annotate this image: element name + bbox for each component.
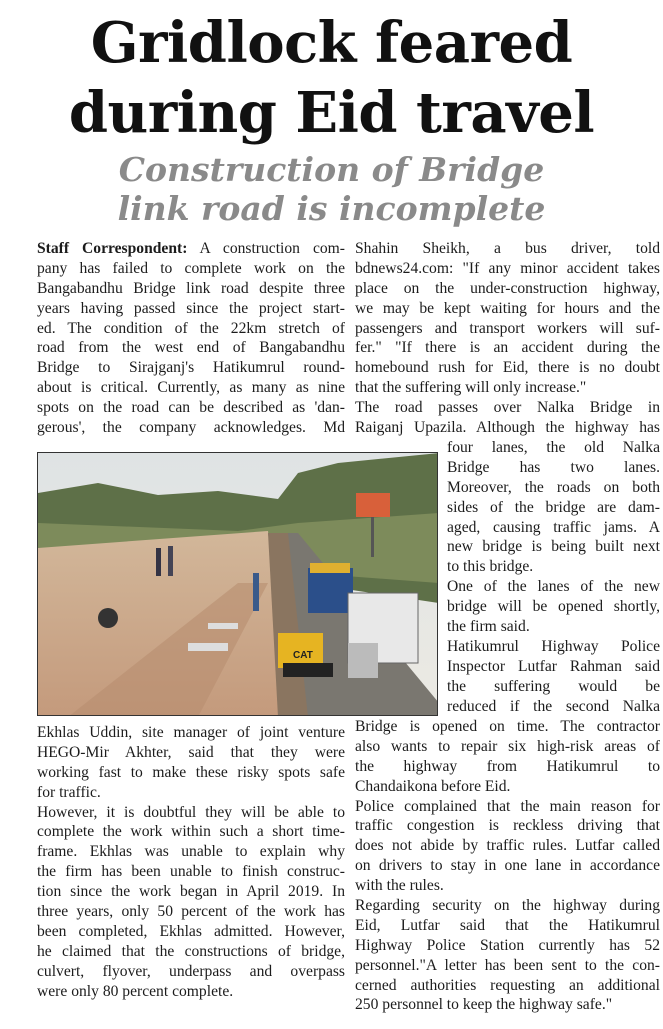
article-line: Bridge has two lanes.: [447, 458, 660, 476]
article-line: that the suffering will only increase.": [355, 379, 587, 397]
article-line: [37, 239, 345, 259]
article-line: working fast to make these risky spots safe: [37, 763, 345, 781]
billboard: [356, 493, 390, 517]
headline-line-2: during Eid travel: [68, 80, 595, 146]
headline-line-1: Gridlock feared: [90, 10, 573, 76]
article-line: culvert, flyover, underpass and overpass: [37, 962, 345, 980]
article-line: 250 personnel to keep the highway safe.": [355, 996, 613, 1014]
article-paragraph: [355, 896, 660, 1015]
photo-scene: [38, 453, 438, 716]
article-line: Bridge to Sirajganj's Hatikumrul round-: [37, 359, 345, 377]
article-line: the firm has been unable to finish construc-: [37, 863, 345, 881]
article-line: However, it is doubtful they will be able to: [37, 803, 345, 821]
article-line: sides of the bridge are dam-: [447, 498, 660, 516]
article-line: Police complained that the main reason for: [355, 797, 660, 815]
article-line: Shahin Sheikh, a bus driver, told: [355, 240, 660, 257]
article-paragraph: [355, 239, 660, 398]
article-line: fer." "If there is an accident during the: [355, 339, 660, 357]
article-line: the highway from Hatikumrul to: [355, 757, 660, 775]
article-line: spots on the road can be described as 'dan-: [37, 399, 345, 417]
article-line: bdnews24.com: "If any minor accident takes: [355, 259, 660, 277]
motorbike: [98, 608, 118, 628]
article-line: about is critical. Currently, as many as nine: [37, 379, 345, 397]
article-line: been completed, Ekhlas admitted. However,: [37, 922, 345, 940]
article-line: he claimed that the constructions of bridge,: [37, 942, 345, 960]
article-line: the firm said.: [447, 618, 530, 636]
article-line: Raiganj Upazila. Although the highway has: [355, 419, 660, 437]
article-line: One of the lanes of the new: [447, 578, 660, 596]
article-line: with the rules.: [355, 877, 444, 895]
worker: [253, 573, 259, 611]
byline: Staff Correspondent:: [37, 240, 188, 257]
article-paragraph: [355, 398, 660, 438]
article-line: Highway Police Station currently has 52: [355, 936, 660, 954]
article-line: four lanes, the old Nalka: [447, 439, 660, 456]
article-column-right-bottom: [355, 717, 660, 1015]
article-line: on drivers to stay in one lane in accordance: [355, 857, 660, 875]
article-text: A construction com-: [187, 240, 345, 257]
article-line: Regarding security on the highway during: [355, 897, 660, 915]
headline: [0, 8, 663, 148]
article-line: Bangabandhu Bridge link road despite three: [37, 279, 345, 297]
article-line: Eid, Lutfar said that the Hatikumrul: [355, 916, 660, 934]
article-line: frame. Ekhlas was unable to explain why: [37, 843, 345, 861]
article-line: were only 80 percent complete.: [37, 982, 234, 1000]
article-line: three years, only 50 percent of the work has: [37, 903, 345, 921]
article-line: Bridge is opened on time. The contractor: [355, 718, 660, 735]
article-column-left-bottom: [37, 723, 345, 1001]
article-line: HEGO-Mir Akhter, said that they were: [37, 743, 345, 761]
article-line: personnel."A letter has been sent to the con-: [355, 956, 660, 974]
excavator-brand: CAT: [293, 650, 313, 661]
article-paragraph: [355, 797, 660, 896]
article-line: to this bridge.: [447, 558, 534, 576]
article-paragraph: [37, 803, 345, 1002]
article-line: aged, causing traffic jams. A: [447, 518, 660, 536]
article-line: new bridge is being built next: [447, 538, 660, 556]
article-line: years having passed since the project start-: [37, 299, 345, 317]
article-paragraph: [355, 717, 660, 797]
article-line: we may be kept waiting for hours and the: [355, 299, 660, 317]
article-line: the suffering would be: [447, 677, 660, 695]
article-column-right-top: [355, 239, 660, 438]
article-line: The road passes over Nalka Bridge in: [355, 399, 660, 417]
article-line: ed. The condition of the 22km stretch of: [37, 319, 345, 337]
subheadline: [0, 150, 663, 228]
article-line: Ekhlas Uddin, site manager of joint venture: [37, 724, 345, 741]
article-line: reduced if the second Nalka: [447, 697, 660, 715]
article-line: Chandaikona before Eid.: [355, 777, 511, 795]
article-line: does not abide by traffic rules. Lutfar called: [355, 837, 660, 855]
bus: [308, 568, 353, 613]
article-line: homebound rush for Eid, there is no doubt: [355, 359, 660, 377]
article-line: cerned authorities requesting an additional: [355, 976, 660, 994]
article-line: tion since the work began in April 2019. In: [37, 883, 345, 901]
article-paragraph: [447, 637, 660, 717]
article-line: pany has failed to complete work on the: [37, 259, 345, 277]
article-line: also wants to repair six high-risk areas of: [355, 737, 660, 755]
subheadline-line-1: Construction of Bridge: [118, 150, 545, 189]
article-line: bridge will be opened shortly,: [447, 598, 660, 616]
article-line: Inspector Lutfar Rahman said: [447, 657, 660, 675]
article-column-left-top: [37, 239, 345, 438]
article-column-right-wrap: [447, 438, 660, 716]
article-paragraph: [447, 438, 660, 577]
article-line: passengers and transport workers will suf-: [355, 319, 660, 337]
article-line: gerous', the company acknowledges. Md: [37, 419, 345, 437]
article-line: place on the under-construction highway,: [355, 279, 660, 297]
article-line: Hatikumrul Highway Police: [447, 637, 660, 655]
subheadline-line-2: link road is incomplete: [117, 189, 546, 228]
news-photo-road-construction: [37, 452, 438, 716]
article-line: road from the west end of Bangabandhu: [37, 339, 345, 357]
article-line: Moreover, the roads on both: [447, 478, 660, 496]
article-paragraph: [37, 723, 345, 803]
article-paragraph: [447, 577, 660, 637]
article-line: for traffic.: [37, 783, 101, 801]
article-line: traffic congestion is reckless driving that: [355, 817, 660, 835]
article-line: complete the work within such a short time-: [37, 823, 345, 841]
